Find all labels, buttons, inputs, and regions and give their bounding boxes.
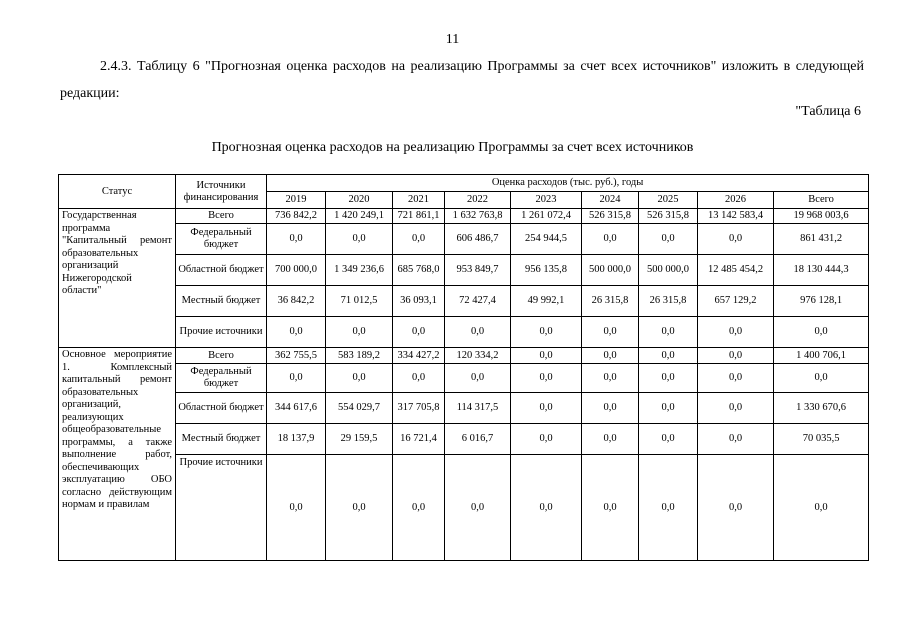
value-cell: 0,0 [445,317,511,348]
page-number: 11 [445,32,460,47]
value-cell: 120 334,2 [445,348,511,364]
header-year: 2019 [267,192,326,209]
intro-paragraph: 2.4.3. Таблицу 6 "Прогнозная оценка расходов на реализацию Программы за счет всех источников" изложить в следующей редакции: [60,59,864,101]
value-cell: 18 130 444,3 [774,255,869,286]
header-year: 2026 [698,192,774,209]
value-cell: 953 849,7 [445,255,511,286]
table-caption: "Таблица 6 [795,104,861,119]
table-row [59,209,869,224]
source-cell: Федеральный бюджет [176,364,267,393]
value-cell: 0,0 [393,455,445,561]
value-cell: 1 400 706,1 [774,348,869,364]
value-cell: 36 842,2 [267,286,326,317]
value-cell: 362 755,5 [267,348,326,364]
table-row [59,348,869,364]
value-cell: 554 029,7 [326,393,393,424]
value-cell: 1 261 072,4 [511,209,582,224]
value-cell: 0,0 [445,455,511,561]
value-cell: 0,0 [267,317,326,348]
value-cell: 0,0 [267,455,326,561]
value-cell: 0,0 [639,393,698,424]
source-cell: Местный бюджет [176,286,267,317]
value-cell: 500 000,0 [639,255,698,286]
header-year: 2022 [445,192,511,209]
table-row [59,424,869,455]
header-year: 2024 [582,192,639,209]
value-cell: 0,0 [698,224,774,255]
table-row [59,224,869,255]
source-cell: Федеральный бюджет [176,224,267,255]
value-cell: 0,0 [698,455,774,561]
value-cell: 334 427,2 [393,348,445,364]
value-cell: 0,0 [582,393,639,424]
value-cell: 0,0 [582,224,639,255]
table-row [59,393,869,424]
value-cell: 1 330 670,6 [774,393,869,424]
value-cell: 0,0 [639,364,698,393]
source-cell: Всего [176,209,267,224]
value-cell: 0,0 [326,317,393,348]
header-status: Статус [59,175,176,209]
value-cell: 0,0 [511,455,582,561]
header-estimate: Оценка расходов (тыс. руб.), годы [267,175,869,192]
source-cell: Прочие источники [176,455,267,561]
value-cell: 736 842,2 [267,209,326,224]
value-cell: 6 016,7 [445,424,511,455]
value-cell: 0,0 [698,364,774,393]
value-cell: 70 035,5 [774,424,869,455]
value-cell: 0,0 [267,224,326,255]
value-cell: 0,0 [582,424,639,455]
value-cell: 0,0 [774,364,869,393]
value-cell: 36 093,1 [393,286,445,317]
value-cell: 0,0 [511,393,582,424]
value-cell: 254 944,5 [511,224,582,255]
table-row [59,364,869,393]
value-cell: 49 992,1 [511,286,582,317]
value-cell: 685 768,0 [393,255,445,286]
value-cell: 0,0 [639,348,698,364]
value-cell: 721 861,1 [393,209,445,224]
table-title: Прогнозная оценка расходов на реализацию Программы за счет всех источников [211,140,694,155]
value-cell: 861 431,2 [774,224,869,255]
value-cell: 0,0 [639,455,698,561]
value-cell: 657 129,2 [698,286,774,317]
status-cell: Государственная программа "Капитальный ремонт образовательных организаций Нижегородской области" [59,209,176,348]
value-cell: 13 142 583,4 [698,209,774,224]
value-cell: 0,0 [326,455,393,561]
source-cell: Местный бюджет [176,424,267,455]
value-cell: 0,0 [326,224,393,255]
header-year: Всего [774,192,869,209]
value-cell: 114 317,5 [445,393,511,424]
value-cell: 0,0 [639,317,698,348]
source-cell: Областной бюджет [176,393,267,424]
value-cell: 0,0 [326,364,393,393]
value-cell: 526 315,8 [582,209,639,224]
header-year: 2025 [639,192,698,209]
value-cell: 0,0 [698,424,774,455]
value-cell: 0,0 [267,364,326,393]
value-cell: 0,0 [445,364,511,393]
value-cell: 0,0 [582,364,639,393]
value-cell: 0,0 [774,317,869,348]
value-cell: 18 137,9 [267,424,326,455]
value-cell: 72 427,4 [445,286,511,317]
value-cell: 317 705,8 [393,393,445,424]
source-cell: Всего [176,348,267,364]
value-cell: 0,0 [393,224,445,255]
value-cell: 526 315,8 [639,209,698,224]
forecast-table [58,174,869,561]
value-cell: 26 315,8 [582,286,639,317]
status-cell: Основное мероприятие 1. Комплексный капитальный ремонт образовательных организаций, реализующих общеобразовательные программы, а также выполнение работ, обеспечивающих эксплуатацию ОБО согласно действующим нормам и правилам [59,348,176,561]
value-cell: 700 000,0 [267,255,326,286]
value-cell: 29 159,5 [326,424,393,455]
value-cell: 16 721,4 [393,424,445,455]
value-cell: 0,0 [698,317,774,348]
value-cell: 344 617,6 [267,393,326,424]
value-cell: 0,0 [582,317,639,348]
table-row [59,455,869,561]
header-year: 2020 [326,192,393,209]
value-cell: 0,0 [639,424,698,455]
value-cell: 0,0 [582,455,639,561]
value-cell: 0,0 [393,364,445,393]
header-source: Источники финансирования [176,175,267,209]
value-cell: 0,0 [774,455,869,561]
table-row [59,255,869,286]
value-cell: 12 485 454,2 [698,255,774,286]
value-cell: 0,0 [639,224,698,255]
value-cell: 1 632 763,8 [445,209,511,224]
value-cell: 71 012,5 [326,286,393,317]
value-cell: 956 135,8 [511,255,582,286]
header-year: 2021 [393,192,445,209]
value-cell: 0,0 [698,348,774,364]
value-cell: 0,0 [511,424,582,455]
value-cell: 583 189,2 [326,348,393,364]
value-cell: 19 968 003,6 [774,209,869,224]
source-cell: Прочие источники [176,317,267,348]
value-cell: 606 486,7 [445,224,511,255]
table-row [59,286,869,317]
value-cell: 0,0 [511,364,582,393]
value-cell: 0,0 [393,317,445,348]
value-cell: 0,0 [511,317,582,348]
value-cell: 500 000,0 [582,255,639,286]
value-cell: 0,0 [582,348,639,364]
value-cell: 0,0 [511,348,582,364]
value-cell: 976 128,1 [774,286,869,317]
value-cell: 1 420 249,1 [326,209,393,224]
value-cell: 0,0 [698,393,774,424]
value-cell: 1 349 236,6 [326,255,393,286]
value-cell: 26 315,8 [639,286,698,317]
table-row [59,317,869,348]
header-year: 2023 [511,192,582,209]
source-cell: Областной бюджет [176,255,267,286]
